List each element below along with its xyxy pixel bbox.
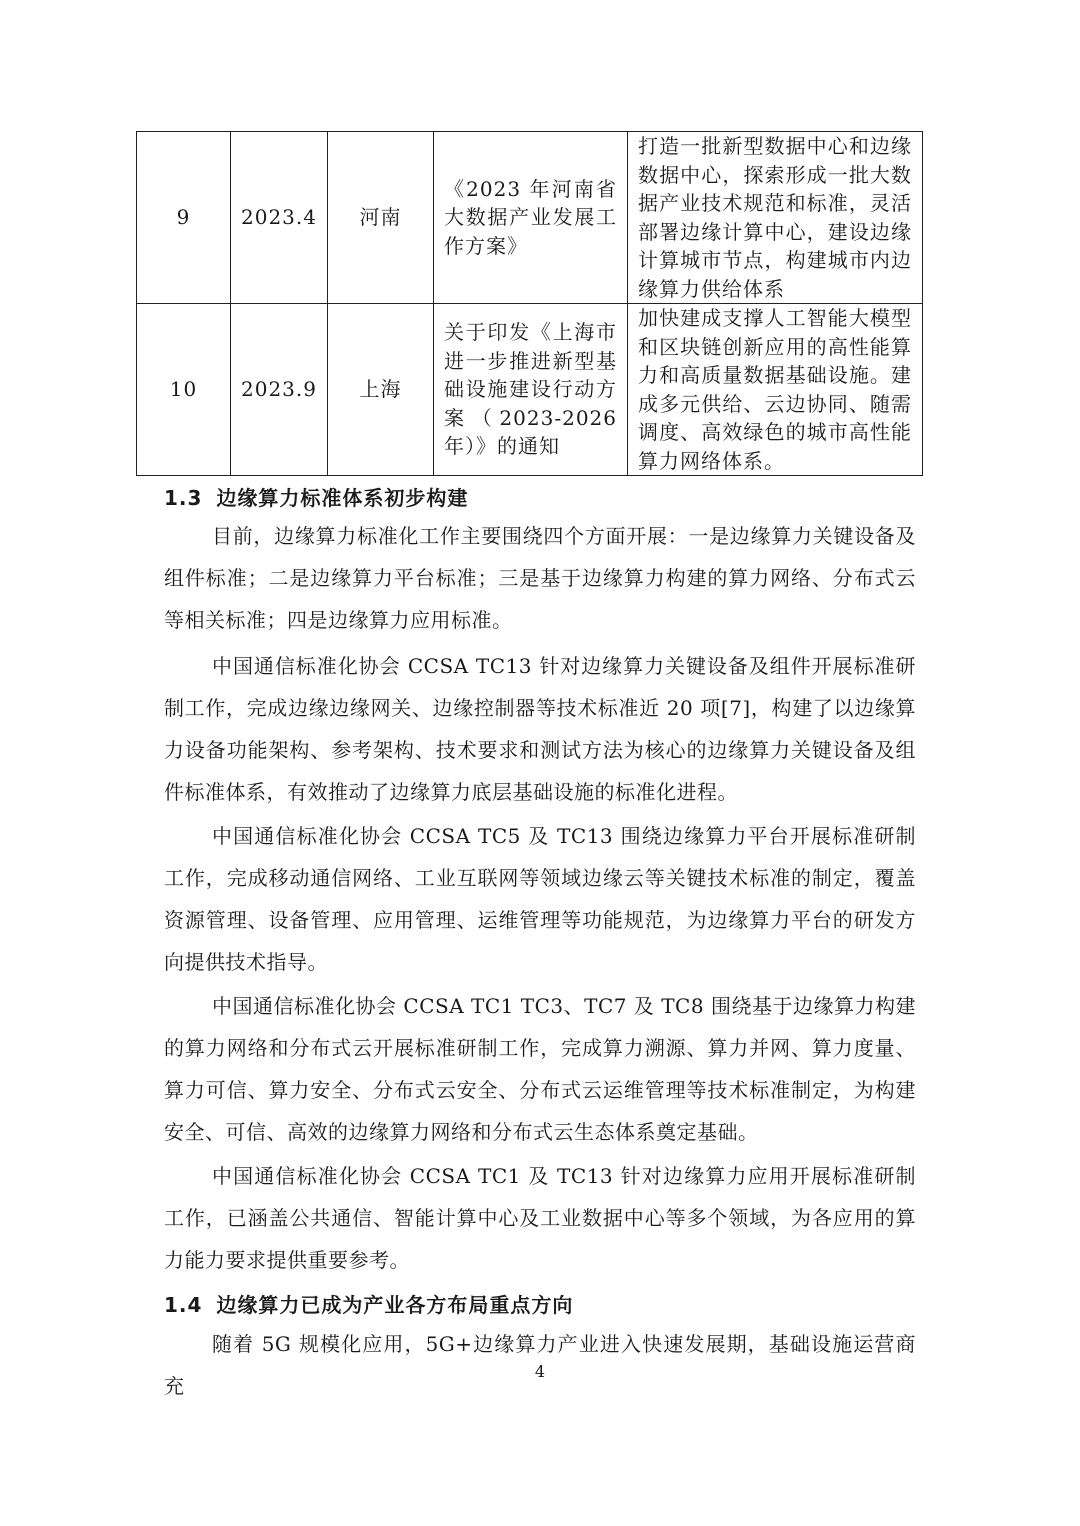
row-number-cell: 9: [137, 132, 231, 304]
section-heading: [164, 1289, 573, 1318]
policy-content-cell: 加快建成支撑人工智能大模型和区块链创新应用的高性能算力和高质量数据基础设施。建成多元供给、云边协同、随需调度、高效绿色的城市高性能算力网络体系。: [628, 304, 923, 476]
policy-title-cell: 《2023 年河南省大数据产业发展工作方案》: [434, 132, 628, 304]
section-title: 边缘算力已成为产业各方布局重点方向: [216, 1293, 574, 1317]
region-cell: 上海: [328, 304, 434, 476]
paragraph: 目前，边缘算力标准化工作主要围绕四个方面开展：一是边缘算力关键设备及组件标准；二是边缘算力平台标准；三是基于边缘算力构建的算力网络、分布式云等相关标准；四是边缘算力应用标准。: [164, 524, 916, 632]
page-number: 4: [534, 1362, 546, 1381]
section-number: 1.3: [164, 486, 203, 510]
table-row: [137, 132, 923, 304]
region-cell: 河南: [328, 132, 434, 304]
section-number: 1.4: [164, 1293, 203, 1317]
section-title: 边缘算力标准体系初步构建: [216, 486, 469, 510]
paragraph: 随着 5G 规模化应用，5G+边缘算力产业进入快速发展期，基础设施运营商充: [164, 1332, 916, 1398]
date-cell: 2023.9: [231, 304, 328, 476]
table-row: [137, 304, 923, 476]
paragraph: 中国通信标准化协会 CCSA TC5 及 TC13 围绕边缘算力平台开展标准研制工作，完成移动通信网络、工业互联网等领域边缘云等关键技术标准的制定，覆盖资源管理、设备管理、应用管理、运维管理等功能规范，为边缘算力平台的研发方向提供技术指导。: [164, 824, 916, 974]
policy-title-cell: 关于印发《上海市进一步推进新型基础设施建设行动方案（2023-2026 年）》的通知: [434, 304, 628, 476]
paragraph: 中国通信标准化协会 CCSA TC13 针对边缘算力关键设备及组件开展标准研制工作，完成边缘边缘网关、边缘控制器等技术标准近 20 项[7]，构建了以边缘算力设备功能架构、参考架构、技术要求和测试方法为核心的边缘算力关键设备及组件标准体系，有效推动了边缘算力底层基础设施的标准化进程。: [164, 654, 916, 804]
policy-content-cell: 打造一批新型数据中心和边缘数据中心，探索形成一批大数据产业技术规范和标准，灵活部署边缘计算中心，建设边缘计算城市节点，构建城市内边缘算力供给体系: [628, 132, 923, 304]
row-number-cell: 10: [137, 304, 231, 476]
paragraph: 中国通信标准化协会 CCSA TC1 TC3、TC7 及 TC8 围绕基于边缘算力构建的算力网络和分布式云开展标准研制工作，完成算力溯源、算力并网、算力度量、算力可信、算力安全、分布式云安全、分布式云运维管理等技术标准制定，为构建安全、可信、高效的边缘算力网络和分布式云生态体系奠定基础。: [164, 994, 916, 1144]
section-heading: [164, 482, 468, 511]
paragraph: 中国通信标准化协会 CCSA TC1 及 TC13 针对边缘算力应用开展标准研制工作，已涵盖公共通信、智能计算中心及工业数据中心等多个领域，为各应用的算力能力要求提供重要参考。: [164, 1164, 916, 1272]
policy-table: [136, 131, 923, 476]
date-cell: 2023.4: [231, 132, 328, 304]
